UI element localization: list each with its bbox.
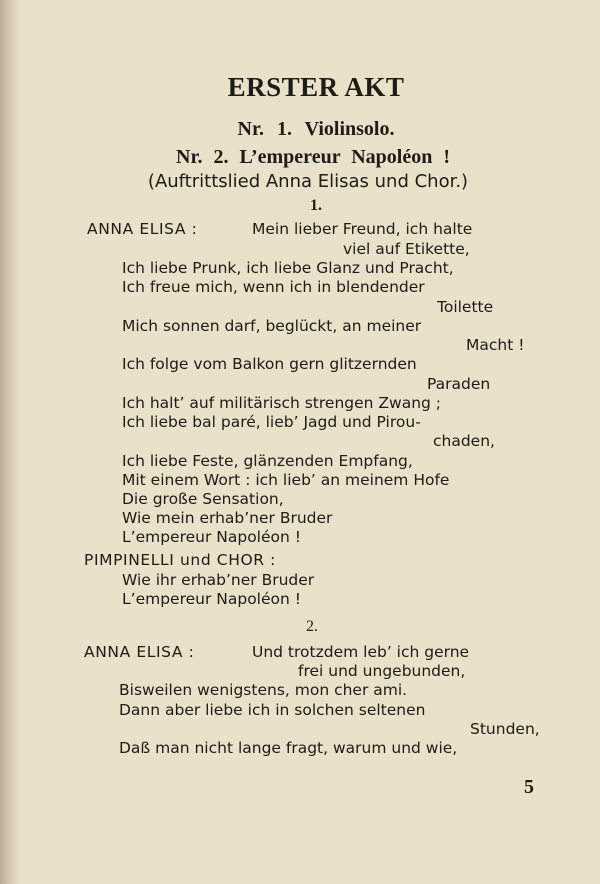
lyric-line: Mich sonnen darf, beglückt, an meiner (122, 317, 422, 335)
lyric-line: Die große Sensation, (122, 490, 284, 508)
lyric-line: Stunden, (470, 720, 540, 738)
lyric-line: Bisweilen wenigstens, mon cher ami. (119, 681, 408, 699)
page-number: 5 (524, 776, 534, 798)
verse-number-2: 2. (306, 618, 318, 635)
lyric-line: Paraden (427, 375, 491, 393)
lyric-line: L’empereur Napoléon ! (122, 590, 301, 608)
lyric-line: Mein lieber Freund, ich halte (252, 220, 473, 238)
number-2-heading: Nr. 2. L’empereur Napoléon ! (176, 146, 450, 168)
song-subtitle: (Auftrittslied Anna Elisas und Chor.) (147, 171, 469, 192)
lyric-line: Ich folge vom Balkon gern glitzernden (122, 355, 417, 373)
lyric-line: Wie mein erhab’ner Bruder (122, 509, 333, 527)
lyric-line: Daß man nicht lange fragt, warum und wie, (119, 739, 458, 757)
act-title: ERSTER AKT (227, 72, 405, 102)
lyric-line: Und trotzdem leb’ ich gerne (252, 643, 470, 661)
lyric-line: L’empereur Napoléon ! (122, 528, 301, 546)
lyric-line: frei und ungebunden, (298, 662, 466, 680)
lyric-line: Ich liebe bal paré, lieb’ Jagd und Pirou- (122, 413, 421, 431)
lyric-line: Macht ! (466, 336, 525, 354)
speaker-label: ANNA ELISA : (84, 643, 195, 661)
lyric-line: viel auf Etikette, (343, 240, 470, 258)
lyric-line: Ich halt’ auf militärisch strengen Zwang ; (122, 394, 442, 412)
lyric-line: Wie ihr erhab’ner Bruder (122, 571, 315, 589)
number-1-heading: Nr. 1. Violinsolo. (237, 118, 395, 140)
lyric-line: Ich liebe Feste, glänzenden Empfang, (122, 452, 413, 470)
lyric-line: Mit einem Wort : ich lieb’ an meinem Hofe (122, 471, 450, 489)
lyric-line: Ich freue mich, wenn ich in blendender (122, 278, 425, 296)
lyric-line: Toilette (437, 298, 494, 316)
lyric-line: Dann aber liebe ich in solchen seltenen (119, 701, 426, 719)
lyric-line: Ich liebe Prunk, ich liebe Glanz und Pracht, (122, 259, 454, 277)
speaker-label: ANNA ELISA : (87, 220, 198, 238)
verse-number-1: 1. (310, 197, 322, 214)
speaker-label: PIMPINELLI und CHOR : (84, 551, 276, 569)
lyric-line: chaden, (433, 432, 495, 450)
